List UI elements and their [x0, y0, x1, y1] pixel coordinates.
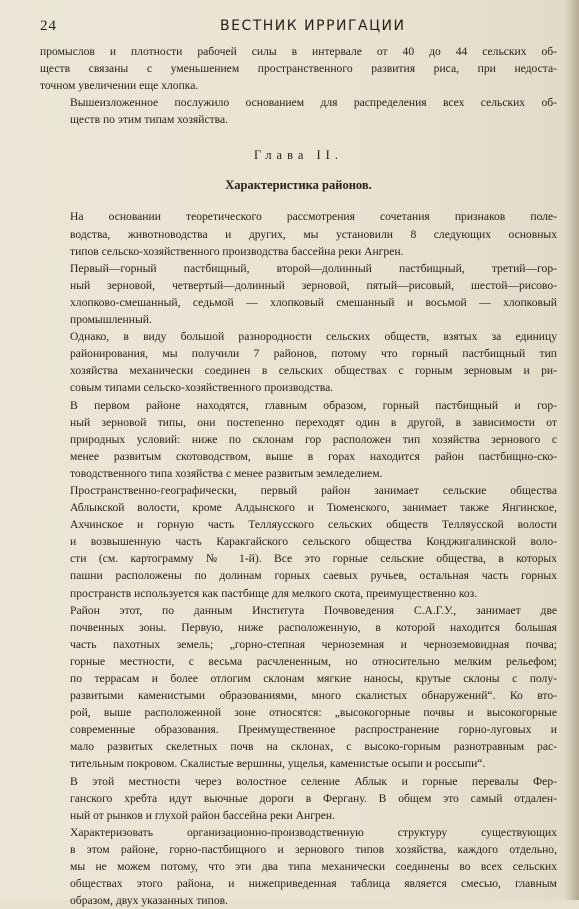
paragraph — [40, 43, 557, 94]
running-header — [40, 18, 557, 35]
text-line: менее развитым скотоводством, выше в горах находится район пастбищно-ско- — [70, 449, 557, 463]
chapter-subtitle: Характеристика районов. — [225, 178, 372, 193]
text-line: горные местности, с весьма расчлененным, но относительно мелким рельефом; — [70, 654, 557, 668]
text-line: развитыми каменистыми образованиями, много скалистых обнаружений“. Ко вто- — [70, 689, 557, 703]
paragraph — [40, 482, 557, 602]
text-line: Однако, в виду большой разнородности сельских обществ, взятых за единицу — [70, 330, 557, 344]
intro-text — [40, 43, 557, 128]
text-line: ный зерновой, четвертый—долинный зерновой, пятый—рисовый, шестой—рисово- — [70, 278, 557, 292]
text-line: ществ по этим типам хозяйства. — [70, 113, 229, 127]
paragraph — [40, 328, 557, 396]
text-line: мы не можем потому, что эти два типа механически соединены во всех сельских — [70, 860, 557, 874]
text-line: товодственного типа хозяйства с менее развитым земледелием. — [70, 466, 383, 480]
text-line: ганского хребта идут вьючные дороги в Фергану. В общем это самый отдален- — [70, 791, 557, 805]
page-number: 24 — [40, 18, 57, 34]
text-line: промыслов и плотности рабочей силы в интервале от 40 до 44 сельских об- — [40, 45, 557, 58]
text-line: водства, животноводства и других, мы установили 8 следующих основных — [70, 227, 557, 241]
text-line: Аблыкской волости, кроме Алдынского и Тюменского, занимает также Янгинское, — [70, 501, 557, 515]
text-line: Первый—горный пастбищный, второй—долинный пастбищный, третий—гор- — [70, 261, 557, 275]
text-line: тительным покровом. Скалистые вершины, ущелья, каменистые осыпи и россыпи“. — [70, 757, 486, 771]
paragraph — [40, 208, 557, 259]
text-line: точном увеличении еще хлопка. — [40, 79, 199, 93]
journal-title: ВЕСТНИК ИРРИГАЦИИ — [220, 18, 406, 34]
paragraph — [40, 602, 557, 773]
text-line: образом, двух указанных типов. — [70, 894, 228, 908]
text-line: и возвышенную часть Каракгайского сельского общества Конджигалинской воло- — [70, 535, 557, 549]
text-line: ный зерновой типы, они постепенно переходят один в другой, в зависимости от — [70, 415, 557, 429]
text-line: Район этот, по данным Института Почвоведения С.А.Г.У., занимает две — [70, 603, 557, 617]
text-line: ный от рынков и глухой район бассейна реки Ангрен. — [70, 808, 335, 822]
text-line: совым типами сельско-хозяйственного производства. — [70, 381, 334, 395]
text-line: современные образования. Преимущественное распространение горно-луговых и — [70, 723, 557, 737]
text-line: Пространственно-географически, первый район занимает сельские общества — [70, 483, 557, 497]
text-line: в этом районе, горно-пастбищного и зернового типов хозяйства, каждого отдельно, — [70, 842, 557, 856]
text-line: типов сельско-хозяйственного производства бассейна реки Ангрен. — [70, 244, 404, 258]
text-line: В этой местности через волостное селение Аблык и горные перевалы Фер- — [70, 774, 557, 788]
paragraph — [40, 397, 557, 482]
text-line: сти (см. картограмму № 1-й). Все это горные сельские общества, в которых — [70, 552, 557, 566]
text-line: Ахчинское и горную часть Телляусского сельских обществ Телляусской волости — [70, 518, 557, 532]
text-line: природных условий: ниже по склонам гор расположен тип хозяйства зернового с — [70, 432, 557, 446]
text-line: обществах этого района, и нижеприведенная таблица является смесью, главным — [70, 877, 557, 891]
text-line: Характеризовать организационно-производственную структуру существующих — [70, 825, 557, 839]
text-line: хозяйства механически соединен в сельских обществах с горным зерновым и ри- — [70, 364, 557, 378]
text-line: пространств используется как пастбище для мелкого скота, преимущественно коз. — [70, 586, 478, 600]
chapter-heading: Глава II. — [254, 148, 343, 163]
text-line: промышленный. — [70, 313, 152, 327]
paragraph — [40, 824, 557, 909]
text-line: часть пахотных земель; „горно-степная черноземная и черноземовидная почва; — [70, 637, 557, 651]
text-line: Вышеизложенное послужило основанием для распределения всех сельских об- — [70, 96, 557, 110]
text-line: хлопково-смешанный, седьмой — хлопковый смешанный и восьмой — хлопковый — [70, 295, 557, 309]
text-line: по террасам и более отлогим склонам мягкие наносы, крутые склоны с полу- — [70, 672, 557, 685]
page-edge-shadow — [565, 0, 579, 900]
text-line: почвенных зоны. Первую, ниже расположенную, в которой находится большая — [70, 620, 557, 634]
text-line: районирования, мы получили 7 районов, потому что горный пастбищный тип — [70, 347, 557, 361]
paragraph — [40, 773, 557, 824]
body-text — [40, 208, 557, 909]
paragraph — [40, 94, 557, 128]
text-line: пашни расположены по долинам горных саевых ручьев, остальная часть горных — [70, 569, 557, 583]
text-line: В первом районе находятся, главным образом, горный пастбищный и гор- — [70, 398, 557, 412]
text-line: рой, выше расположенной зоне относятся: „высокогорные почвы и высокогорные — [70, 706, 557, 720]
paragraph — [40, 260, 557, 328]
text-line: На основании теоретического рассмотрения сочетания признаков поле- — [70, 210, 557, 224]
text-line: мало развитых скелетных почв на склонах, с высоко-горным разнотравным рас- — [70, 740, 557, 754]
text-line: ществ связаны с уменьшением пространственного развития риса, при недоста- — [40, 62, 557, 76]
